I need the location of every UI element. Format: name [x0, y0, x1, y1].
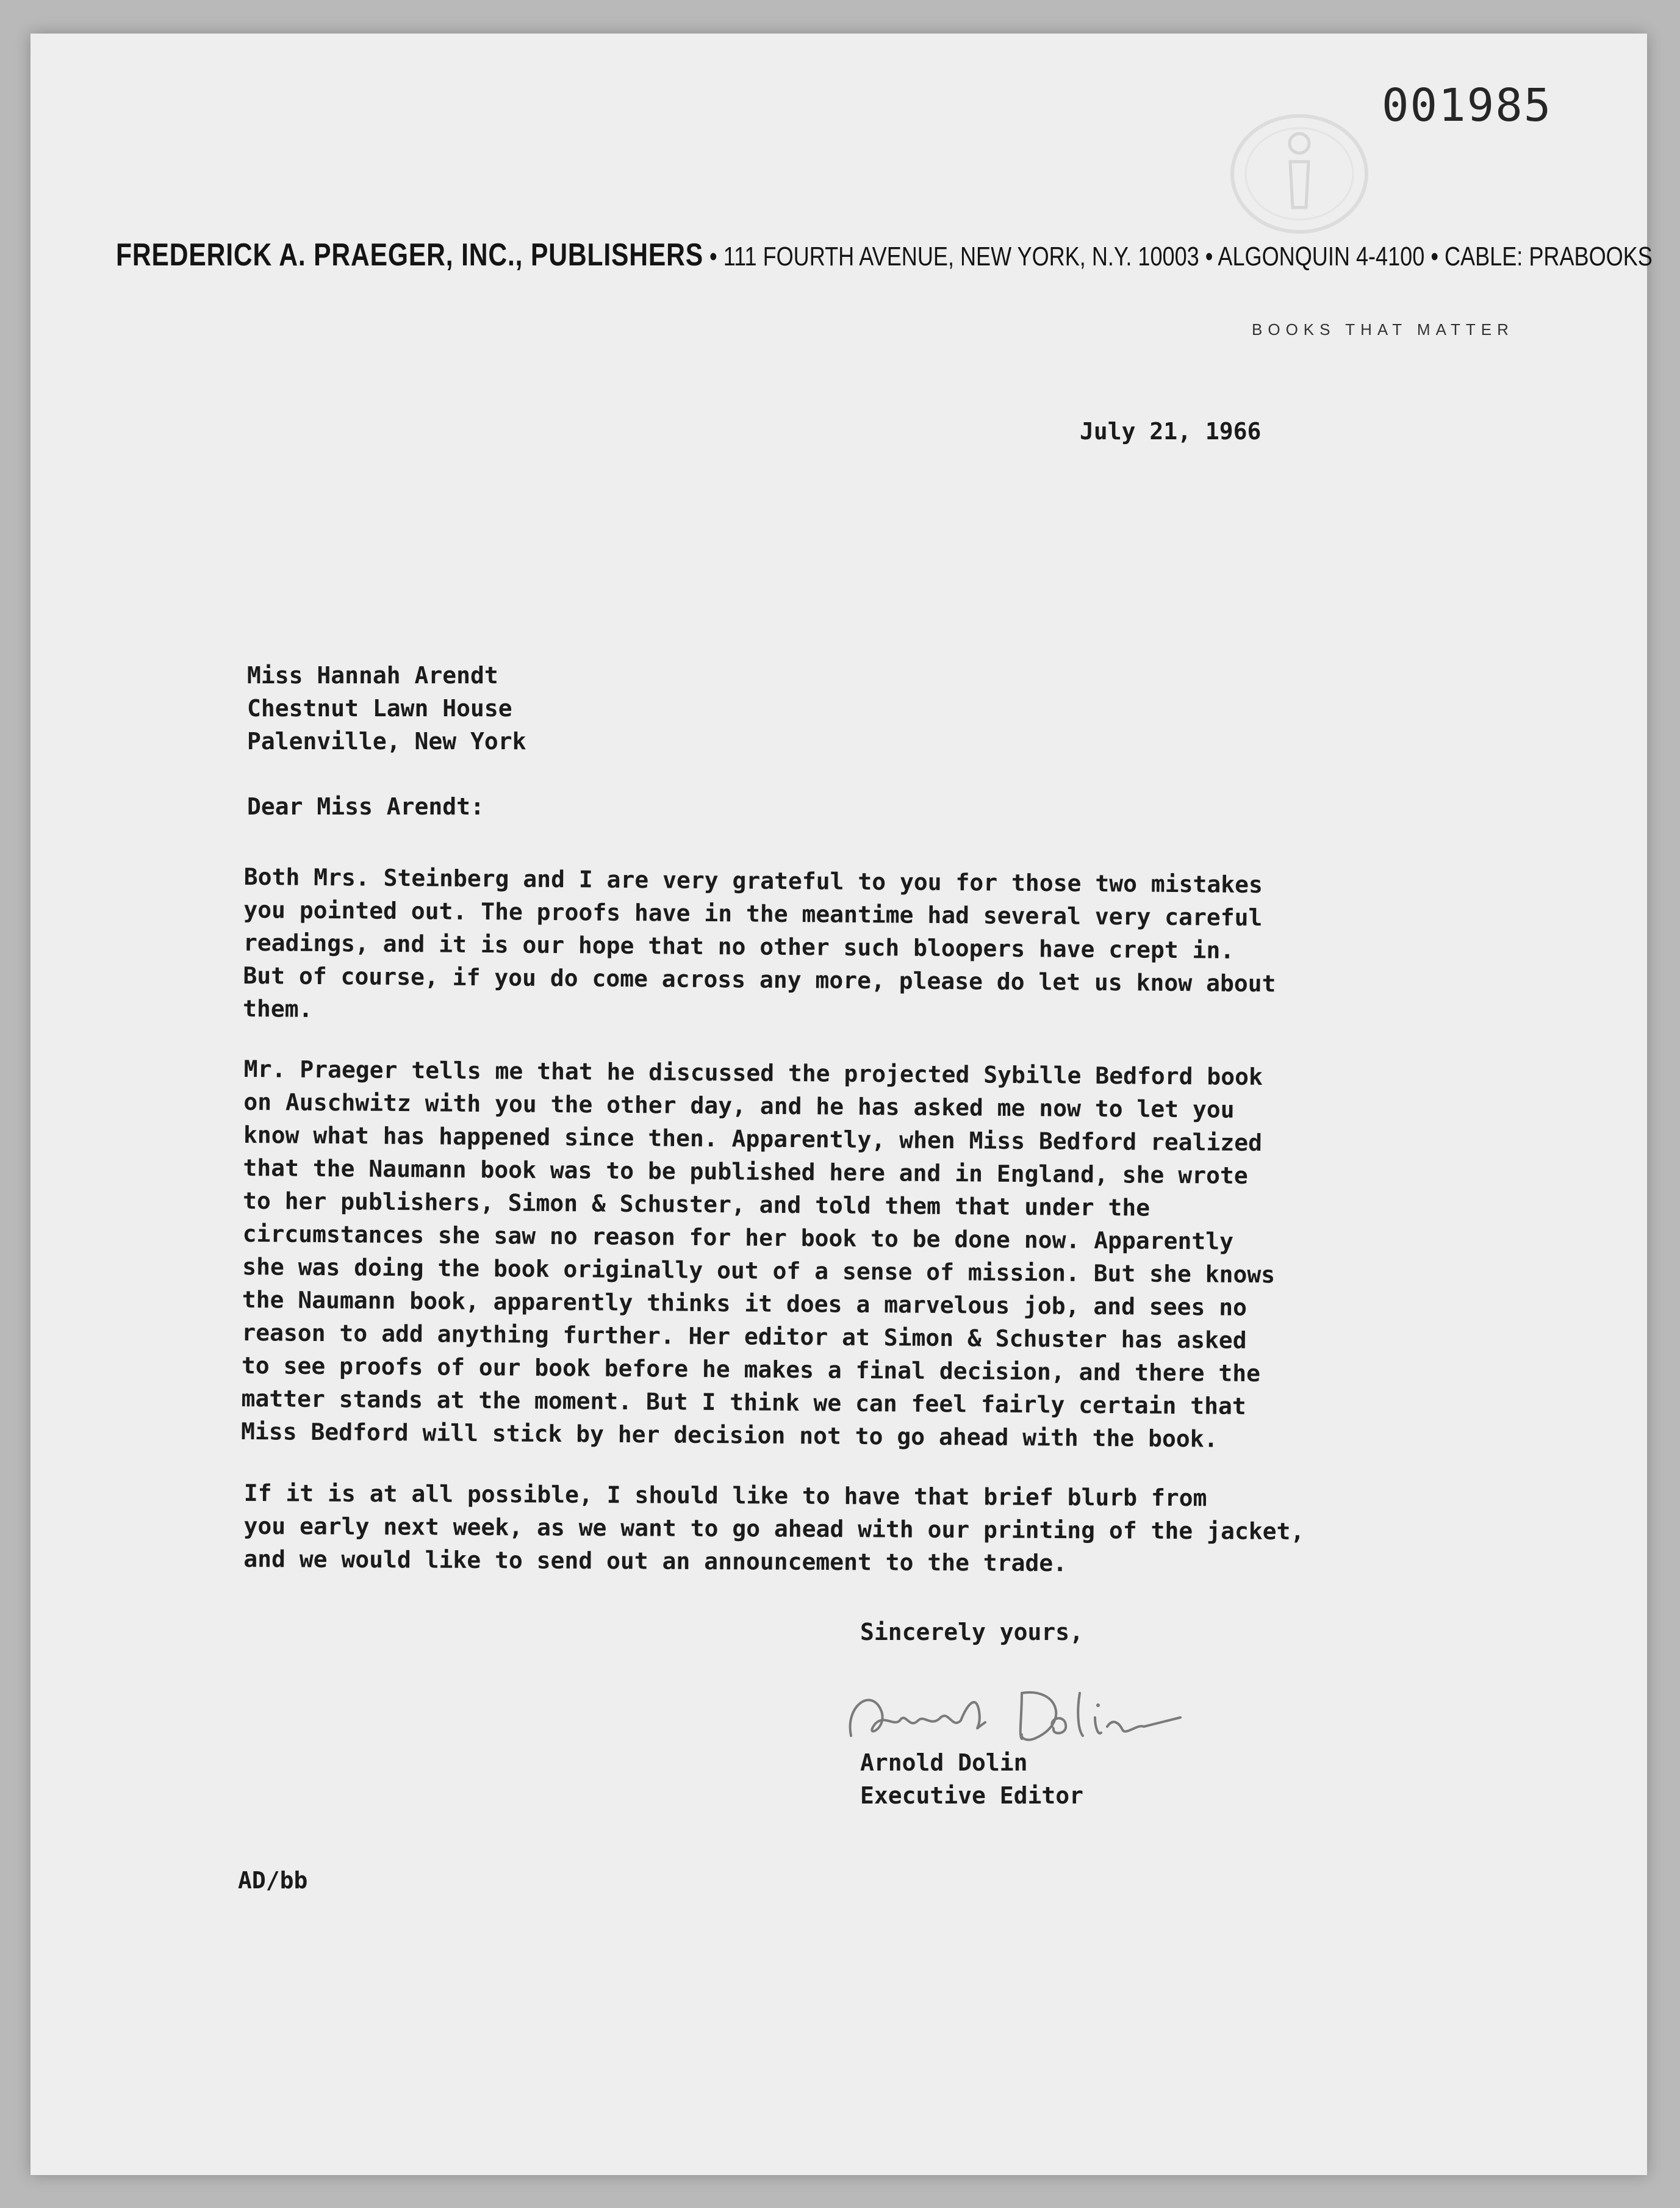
signer-block — [860, 1746, 1083, 1812]
text-line: know what has happened since then. Apparently, when Miss Bedford realized — [243, 1121, 1263, 1157]
text-line: you pointed out. The proofs have in the meantime had several very careful — [243, 896, 1263, 932]
recipient-line: Palenville, New York — [247, 728, 526, 755]
recipient-line: Chestnut Lawn House — [247, 695, 512, 722]
letterhead — [116, 237, 1653, 273]
text-line: them. — [242, 994, 313, 1023]
signer-title: Executive Editor — [860, 1782, 1084, 1809]
letterhead-tagline: BOOKS THAT MATTER — [1252, 320, 1514, 339]
text-line: Mr. Praeger tells me that he discussed the projected Sybille Bedford book — [243, 1055, 1263, 1091]
letter-date: July 21, 1966 — [1080, 418, 1262, 445]
signer-name: Arnold Dolin — [860, 1749, 1028, 1776]
reference-initials: AD/bb — [238, 1867, 308, 1894]
body-paragraph-1 — [243, 860, 1277, 1033]
closing: Sincerely yours, — [860, 1619, 1084, 1645]
text-line: readings, and it is our hope that no other such bloopers have crept in. — [243, 929, 1235, 964]
text-line: But of course, if you do come across any more, please do let us know about — [243, 962, 1276, 998]
text-line: that the Naumann book was to be published here and in England, she wrote — [243, 1154, 1248, 1189]
text-line: Both Mrs. Steinberg and I are very grateful to you for those two mistakes — [243, 863, 1263, 899]
body-paragraph-2 — [241, 1052, 1277, 1456]
embossed-seal-icon — [1223, 104, 1376, 244]
recipient-line: Miss Hannah Arendt — [247, 662, 498, 689]
text-line: the Naumann book, apparently thinks it does a marvelous job, and sees no — [242, 1286, 1247, 1321]
text-line: Miss Bedford will stick by her decision not to go ahead with the book. — [240, 1417, 1218, 1453]
text-line: she was doing the book originally out of a sense of mission. But she knows — [242, 1253, 1276, 1289]
text-line: to see proofs of our book before he makes a final decision, and there the — [241, 1351, 1261, 1387]
recipient-address — [247, 659, 526, 758]
salutation: Dear Miss Arendt: — [247, 793, 484, 820]
text-line: reason to add anything further. Her editor at Simon & Schuster has asked — [242, 1318, 1247, 1354]
publisher-name: FREDERICK A. PRAEGER, INC., PUBLISHERS — [116, 237, 704, 273]
text-line: circumstances she saw no reason for her book to be done now. Apparently — [242, 1220, 1234, 1255]
text-line: matter stands at the moment. But I think we can feel fairly certain that — [241, 1384, 1246, 1420]
text-line: and we would like to send out an announcement to the trade. — [243, 1545, 1068, 1577]
body-paragraph-3 — [243, 1476, 1305, 1581]
text-line: you early next week, as we want to go ahead with our printing of the jacket, — [243, 1512, 1305, 1545]
text-line: If it is at all possible, I should like to have that brief blurb from — [243, 1480, 1207, 1512]
publisher-address: • 111 FOURTH AVENUE, NEW YORK, N.Y. 10003 • ALGONQUIN 4-4100 • CABLE: PRABOOKS — [703, 242, 1653, 272]
text-line: to her publishers, Simon & Schuster, and told them that under the — [242, 1187, 1151, 1221]
archive-page-number: 001985 — [1382, 79, 1553, 132]
text-line: on Auschwitz with you the other day, and he has asked me now to let you — [243, 1088, 1235, 1123]
